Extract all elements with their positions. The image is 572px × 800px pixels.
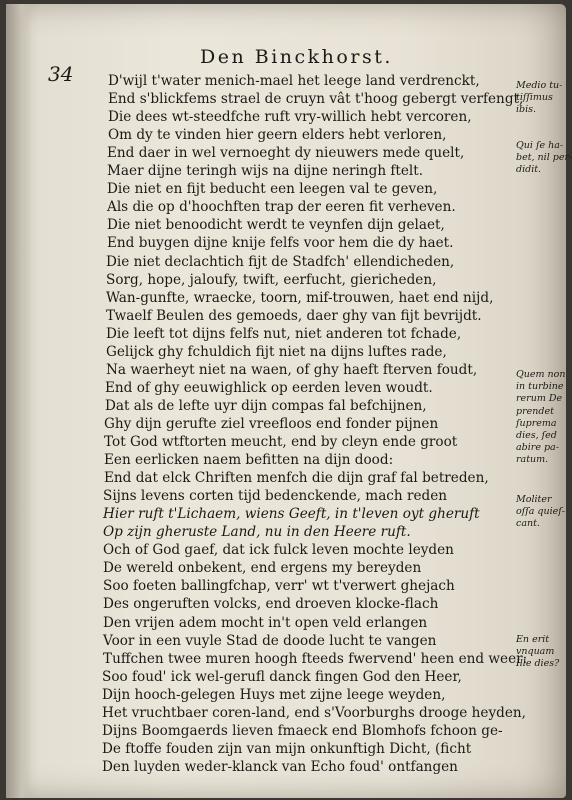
- verse-line: End dat elck Chriften menfch die dijn graf fal betreden,: [104, 470, 489, 487]
- verse-line: Hier ruft t'Lichaem, wiens Geeft, in t'leven oyt gheruft: [103, 506, 480, 523]
- verse-line: Soo foud' ick wel-gerufl danck fingen God den Heer,: [102, 668, 462, 685]
- verse-line: Och of God gaef, dat ick fulck leven mochte leyden: [103, 542, 454, 559]
- verse-line: Dijns Boomgaerds lieven fmaeck end Blomhofs fchoon ge-: [102, 722, 503, 739]
- marginal-note-line: ſuprema: [516, 417, 557, 429]
- verse-line: Wan-gunfte, wraecke, toorn, mif-trouwen, haet end nijd,: [106, 289, 494, 306]
- marginal-note: [516, 80, 568, 117]
- verse-line: Den luyden weder-klanck van Echo foud' ontfangen: [102, 758, 458, 775]
- verse-line: Den vrijen adem mocht in't open veld erlangen: [103, 614, 428, 631]
- marginal-note-line: tiſſimus: [516, 92, 553, 104]
- verse-line: Gelijck ghy fchuldich fijt niet na dijns luftes rade,: [106, 343, 447, 360]
- marginal-note-line: Quem non: [516, 369, 566, 380]
- verse-line: Die leeft tot dijns felfs nut, niet anderen tot fchade,: [106, 325, 462, 342]
- verse-line: Tot God wtftorten meucht, end by cleyn ende groot: [104, 434, 458, 450]
- verse-line: Tuffchen twee muren hoogh fteeds fwervend' heen end weer:: [103, 650, 528, 667]
- marginal-note-line: Medio tu-: [516, 80, 563, 91]
- verse-line: Die niet declachtich fijt de Stadfch' ellendicheden,: [106, 253, 455, 270]
- marginal-note: [516, 369, 568, 467]
- verse-line: End buygen dijne knije felfs voor hem die dy haet.: [107, 235, 454, 252]
- marginal-note-line: dies, ſed: [516, 430, 557, 442]
- marginal-note-line: Moliter: [516, 494, 552, 505]
- marginal-note: [516, 634, 568, 671]
- marginal-note-line: cant.: [516, 518, 540, 530]
- marginal-note-line: bet, nil per-: [516, 152, 572, 164]
- verse-line: Voor in een vuyle Stad de doode lucht te vangen: [103, 632, 437, 649]
- page-number: 34: [48, 62, 74, 86]
- marginal-note-line: in turbine: [516, 381, 564, 393]
- marginal-note-line: Ille dies?: [516, 658, 560, 670]
- verse-line: Een eerlicken naem befitten na dijn dood:: [104, 452, 394, 469]
- marginal-note-line: ratum.: [516, 454, 549, 466]
- marginal-note-line: Qui ſe ha-: [516, 140, 564, 151]
- verse-line: End daer in wel vernoeght dy nieuwers mede quelt,: [107, 145, 465, 162]
- verse-line: Als die op d'hoochften trap der eeren fit verheven.: [107, 199, 456, 216]
- verse-line: End of ghy eeuwighlick op eerden leven woudt.: [105, 379, 433, 396]
- book-page: [6, 4, 572, 798]
- marginal-note-line: abire pa-: [516, 442, 559, 454]
- verse-line: Soo foeten ballingfchap, verr' wt t'verwert ghejach: [103, 578, 455, 595]
- running-header: Den Binckhorst.: [200, 46, 393, 68]
- verse-line: D'wijl t'water menich-mael het leege land verdrenckt,: [108, 73, 480, 89]
- verse-line: Op zijn gheruste Land, nu in den Heere ruft.: [103, 524, 411, 541]
- marginal-note-line: En erit: [516, 634, 550, 645]
- verse-body: [6, 4, 572, 798]
- marginal-note-line: prendet: [516, 405, 554, 417]
- verse-line: Die niet benoodicht werdt te veynfen dijn gelaet,: [107, 217, 445, 234]
- verse-line: De wereld onbekent, end ergens my bereyden: [103, 560, 422, 577]
- marginal-note-line: didit.: [516, 164, 542, 176]
- marginal-note: [516, 140, 572, 177]
- verse-line: Het vruchtbaer coren-land, end s'Voorburghs drooge heyden,: [102, 704, 526, 721]
- verse-line: Dijn hooch-gelegen Huys met zijne leege weyden,: [102, 686, 446, 703]
- verse-line: Ghy dijn gerufte ziel vreefloos end fonder pijnen: [104, 415, 439, 432]
- verse-line: Des ongeruften volcks, end droeven klocke-flach: [103, 596, 439, 613]
- verse-line: Na waerheyt niet na waen, of ghy haeft fterven foudt,: [106, 361, 478, 378]
- verse-line: Twaelf Beulen des gemoeds, daer ghy van fijt bevrijdt.: [106, 307, 482, 324]
- verse-line: Die niet en fijt beducht een leegen val te geven,: [107, 181, 438, 198]
- verse-line: End s'blickfems strael de cruyn vât t'hoog gebergt verfengt,: [108, 91, 524, 108]
- marginal-note-line: oſſa quieſ-: [516, 506, 566, 518]
- verse-line: Maer dijne teringh wijs na dijne neringh ftelt.: [107, 163, 424, 180]
- verse-line: De ftoffe fouden zijn van mijn onkunftigh Dicht, (ficht: [102, 740, 472, 757]
- verse-line: Sijns levens corten tijd bedenckende, mach reden: [103, 488, 448, 505]
- verse-line: Dat als de lefte uyr dijn compas fal befchijnen,: [105, 397, 427, 414]
- verse-line: Sorg, hope, jaloufy, twift, eerfucht, giericheden,: [106, 271, 437, 288]
- marginal-note: [516, 494, 568, 531]
- verse-line: Die dees wt-steedfche ruft vry-willich hebt vercoren,: [108, 109, 472, 126]
- marginal-note-line: rerum De: [516, 393, 563, 405]
- marginal-note-line: vnquam: [516, 646, 555, 658]
- marginal-note-line: ibis.: [516, 104, 537, 116]
- verse-line: Om dy te vinden hier geern elders hebt verloren,: [108, 127, 447, 144]
